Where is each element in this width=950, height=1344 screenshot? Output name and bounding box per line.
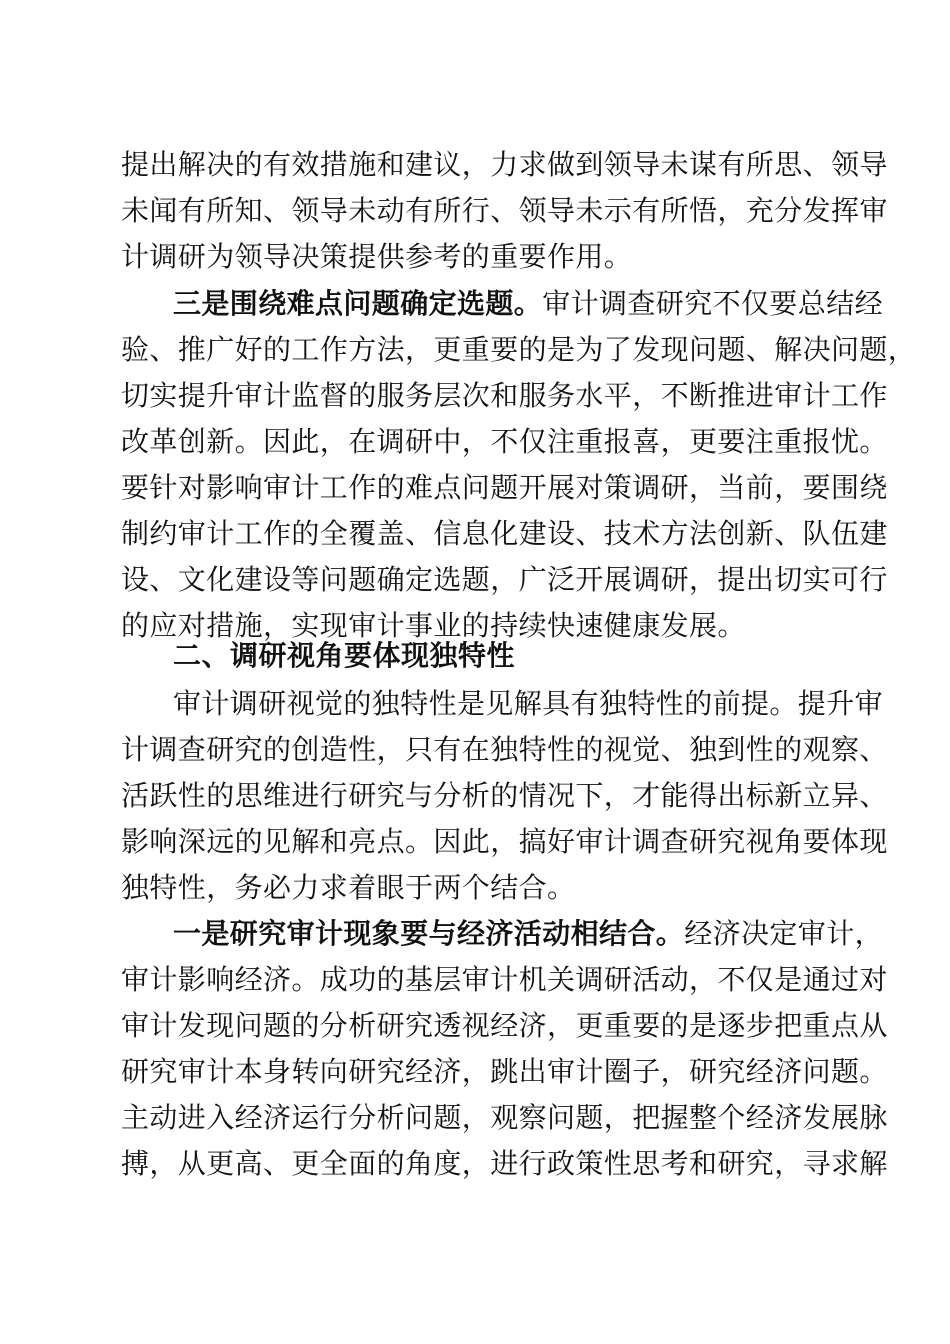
text-run: 经济决定审计， [684,917,884,950]
text-line: 影响深远的见解和亮点。因此，搞好审计调查研究视角要体现 [121,825,888,858]
text-line: 活跃性的思维进行研究与分析的情况下，才能得出标新立异、 [121,779,888,812]
paragraph-lead: 三是围绕难点问题确定选题。 [173,287,543,320]
text-line: 计调研为领导决策提供参考的重要作用。 [121,240,633,273]
text-run: 审计调查研究不仅要总结经 [542,287,884,320]
text-line: 验、推广好的工作方法，更重要的是为了发现问题、解决问题， [121,333,917,366]
text-line: 的应对措施，实现审计事业的持续快速健康发展。 [121,609,746,642]
section-heading: 二、调研视角要体现独特性 [173,639,516,672]
text-line: 提出解决的有效措施和建议，力求做到领导未谋有所思、领导 [121,148,888,181]
text-line: 审计影响经济。成功的基层审计机关调研活动，不仅是通过对 [121,963,888,996]
text-line [173,281,884,327]
text-line: 切实提升审计监督的服务层次和服务水平，不断推进审计工作 [121,379,888,412]
text-line: 主动进入经济运行分析问题，观察问题，把握整个经济发展脉 [121,1101,888,1134]
text-line: 审计发现问题的分析研究透视经济，更重要的是逐步把重点从 [121,1009,888,1042]
text-line: 设、文化建设等问题确定选题，广泛开展调研，提出切实可行 [121,563,888,596]
text-line: 审计调研视觉的独特性是见解具有独特性的前提。提升审 [173,687,884,720]
text-line: 计调查研究的创造性，只有在独特性的视觉、独到性的观察、 [121,733,888,766]
paragraph-lead: 一是研究审计现象要与经济活动相结合。 [173,917,685,950]
text-line: 未闻有所知、领导未动有所行、领导未示有所悟，充分发挥审 [121,194,888,227]
text-line: 研究审计本身转向研究经济，跳出审计圈子，研究经济问题。 [121,1055,888,1088]
text-line [173,911,884,957]
text-line: 独特性，务必力求着眼于两个结合。 [121,871,576,904]
text-line: 搏，从更高、更全面的角度，进行政策性思考和研究，寻求解 [121,1147,888,1180]
text-line: 要针对影响审计工作的难点问题开展对策调研，当前，要围绕 [121,471,888,504]
text-line: 改革创新。因此，在调研中，不仅注重报喜，更要注重报忧。 [121,425,888,458]
text-line: 制约审计工作的全覆盖、信息化建设、技术方法创新、队伍建 [121,517,888,550]
